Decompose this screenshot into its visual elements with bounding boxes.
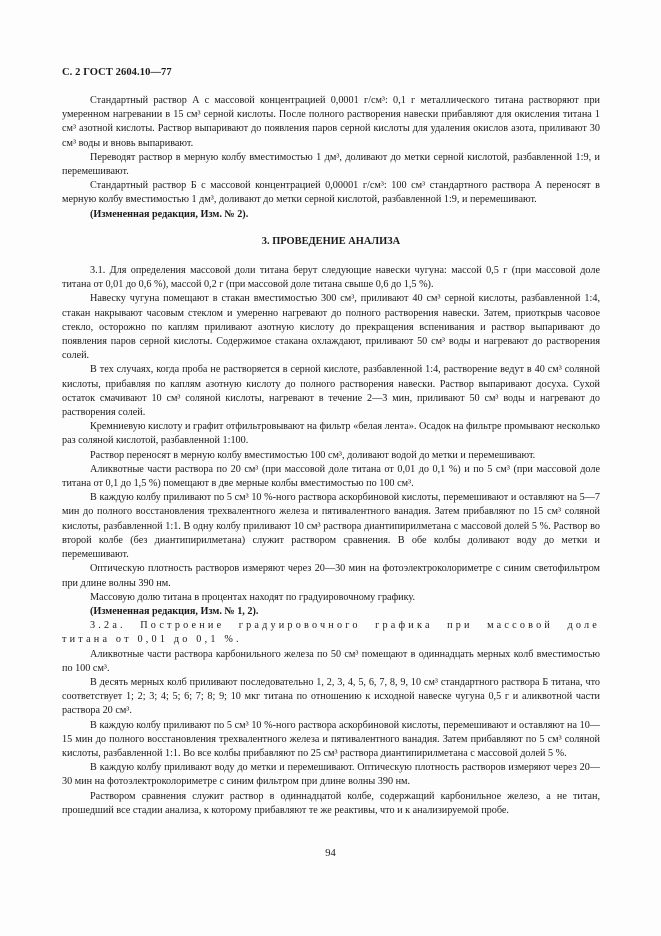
paragraph-ascorbic-acid: В каждую колбу приливают по 5 см³ 10 %-ного раствора аскорбиновой кислоты, перемешивают и оставляют на 10—15 мин до полного восстановления трехвалентного железа и пятивалентного ванадия. Затем прибавляют по 5 см³ соляной кислоты, разбавленной 1:1. Во все колбы прибавляют по 25 см³ раствора диантипирилметана с массовой долей 5 %. [62,719,600,759]
paragraph-transfer-solution: Переводят раствор в мерную колбу вместимостью 1 дм³, доливают до метки серной кислотой, разбавленной 1:9, и перемешивают. [62,151,600,178]
paragraph-aliquots: Аликвотные части раствора по 20 см³ (при массовой доле титана от 0,01 до 0,1 %) и по 5 см³ (при массовой доле титана от 0,1 до 1,5 %) помещают в две мерные колбы вместимостью по 100 см³. [62,463,600,490]
page-header: С. 2 ГОСТ 2604.10—77 [62,67,172,78]
paragraph-volumetric-flask: Раствор переносят в мерную колбу вместимостью 100 см³, доливают водой до метки и перемешивают. [90,449,536,461]
paragraph-filtration: Кремниевую кислоту и графит отфильтровывают на фильтр «белая лента». Осадок на фильтре промывают несколько раз соляной кислотой, разбавленной 1:100. [62,421,600,447]
document-body [62,94,600,818]
amendment-note-1: (Измененная редакция, Изм. № 2). [90,208,249,220]
paragraph-mass-fraction: Массовую долю титана в процентах находят по градуировочному графику. [90,591,416,603]
amendment-note-2: (Измененная редакция, Изм. № 1, 2). [90,605,259,617]
paragraph-reference-solution: Раствором сравнения служит раствор в одиннадцатой колбе, содержащий карбонильное железо, а не титан, прошедший все стадии анализа, к которому прибавляют те же реактивы, что и к анализируемой пробе. [62,790,600,816]
paragraph-standard-solution-b: Стандартный раствор Б с массовой концентрацией 0,00001 г/см³: 100 см³ стандартного раствора А переносят в мерную колбу вместимостью 1 дм³, доливают до метки серной кислотой, разбавленной 1:9, и перемешивают. [62,180,600,206]
paragraph-optical-density: Оптическую плотность растворов измеряют через 20—30 мин на фотоэлектроколориметре с синим светофильтром при длине волны 390 нм. [62,563,600,589]
paragraph-sample-dissolution: Навеску чугуна помещают в стакан вместимостью 300 см³, приливают 40 см³ серной кислоты, разбавленной 1:4, стакан накрывают часовым стеклом и умеренно нагревают до полного растворения навески. Затем, приоткрыв часовое стекло, осторожно по каплям приливают азотную кислоту до прекращения вспенивания и раствор выпаривают до появления паров серной кислоты. Содержимое стакана охлаждают, приливают 50 см³ воды и нагревают до растворения солей. [62,293,600,362]
paragraph-3-1: 3.1. Для определения массовой доли титана берут следующие навески чугуна: массой 0,5 г (при массовой доле титана от 0,01 до 0,6 %), массой 0,2 г (при массовой доле титана свыше 0,6 до 1,5 %). [62,265,600,291]
paragraph-3-2a-heading: 3.2а. Построение градуировочного графика при массовой доле титана от 0,01 до 0,1 %. [62,620,600,646]
paragraph-calibration-series: В десять мерных колб приливают последовательно 1, 2, 3, 4, 5, 6, 7, 8, 9, 10 см³ стандартного раствора Б титана, что соответствует 1; 2; 3; 4; 5; 6; 7; 8; 9; 10 мкг титана по отношению к исходной навеске чугуна 0,5 г и аликвотной части раствора 20 см³. [62,676,600,717]
section-title: 3. ПРОВЕДЕНИЕ АНАЛИЗА [261,235,401,247]
paragraph-carbonyl-iron: Аликвотные части раствора карбонильного железа по 50 см³ помещают в одиннадцать мерных колб вместимостью по 100 см³. [62,648,600,674]
page-number: 94 [325,848,336,859]
paragraph-reagents: В каждую колбу приливают по 5 см³ 10 %-ного раствора аскорбиновой кислоты, перемешивают и оставляют на 5—7 мин до полного восстановления трехвалентного железа и пятивалентного ванадия. Затем прибавляют по 15 см³ соляной кислоты, разбавленной 1:1. В одну колбу приливают 10 см³ раствора диантипирилметана с массовой долей 5 %. Раствор во второй колбе (без диантипирилметана) служит раствором сравнения. В обе колбы доливают воду до метки и перемешивают. [62,492,600,561]
paragraph-standard-solution-a: Стандартный раствор А с массовой концентрацией 0,0001 г/см³: 0,1 г металлического титана растворяют при умеренном нагревании в 15 см³ серной кислоты. После полного растворения навески прибавляют для окисления титана 1 см³ азотной кислоты. Раствор выпаривают до появления паров серной кислоты для удаления окислов азота, приливают 30 см³ воды и вновь выпаривают. [62,95,600,149]
paragraph-alternative-dissolution: В тех случаях, когда проба не растворяется в серной кислоте, разбавленной 1:4, растворение ведут в 40 см³ соляной кислоты, прибавляя по каплям азотную кислоту до полного растворения навески. Раствор выпаривают досуха. Сухой остаток смачивают 10 см³ соляной кислоты, нагревают в течение 2—3 мин, приливают 50 см³ воды и нагревают до растворения солей. [62,364,600,419]
paragraph-measurement: В каждую колбу приливают воду до метки и перемешивают. Оптическую плотность растворов измеряют через 20—30 мин на фотоэлектроколориметре с синим фильтром при длине волны 390 нм. [62,762,600,788]
